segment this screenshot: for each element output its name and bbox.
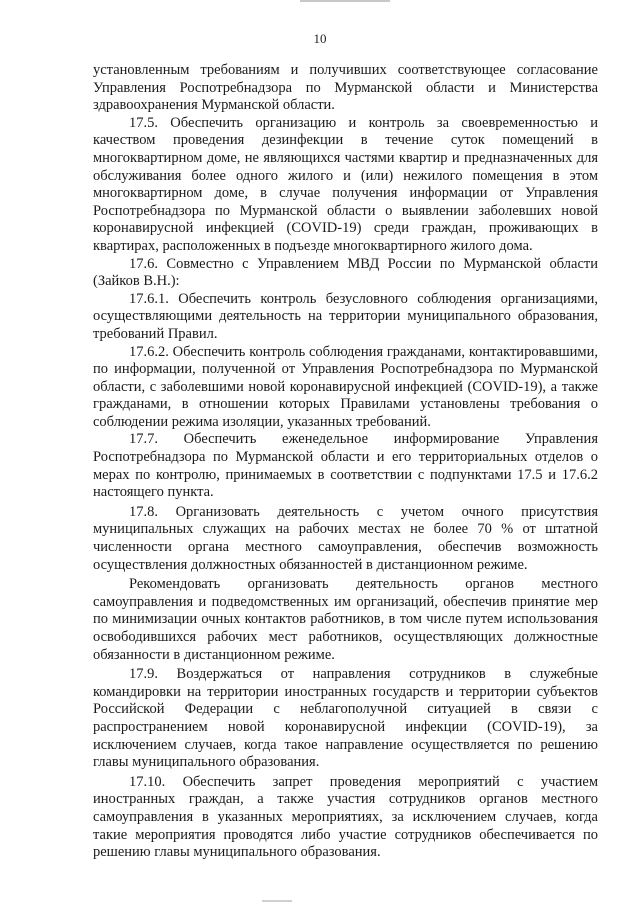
paragraph-17-7: 17.7. Обеспечить еженедельное информирование Управления Роспотребнадзора по Мурманской области и его территориальных отделов о мерах по контролю, принимаемых в соответствии с подпунктами 17.5 и 17.6.2 настоящего пункта. bbox=[93, 431, 598, 501]
paragraph-17-10: 17.10. Обеспечить запрет проведения мероприятий с участием иностранных граждан, а также участия сотрудников органов местного самоуправления в указанных мероприятиях, за исключением случаев, когда такие мероприятия проводятся либо участие сотрудников обеспечивается по решению главы муниципального образования. bbox=[93, 773, 598, 861]
paragraph-17-6-2: 17.6.2. Обеспечить контроль соблюдения гражданами, контактировавшими, по информации, полученной от Управления Роспотребнадзора по Мурманской области, с заболевшими новой коронавирусной инфекцией (COVID-19), а также гражданами, в отношении которых Правилами установлены требования о соблюдении режима изоляции, указанных требований. bbox=[93, 343, 598, 430]
paragraph-17-6: 17.6. Совместно с Управлением МВД России по Мурманской области (Зайков В.Н.): bbox=[93, 255, 598, 290]
paragraph-17-6-1: 17.6.1. Обеспечить контроль безусловного соблюдения организациями, осуществляющими деятельность на территории муниципального образования, требований Правил. bbox=[93, 290, 598, 342]
paragraph-17-8: 17.8. Организовать деятельность с учетом очного присутствия муниципальных служащих на рабочих местах не более 70 % от штатной численности органа местного самоуправления, обеспечив возможность осуществления должностных обязанностей в дистанционном режиме. bbox=[93, 503, 598, 573]
paragraph-17-9: 17.9. Воздержаться от направления сотрудников в служебные командировки на территории иностранных государств и территории субъектов Российской Федерации с неблагополучной ситуацией в связи с распространением новой коронавирусной инфекции (COVID-19), за исключением случаев, когда такое направление осуществляется по решению главы муниципального образования. bbox=[93, 666, 598, 771]
paragraph-continuation: установленным требованиям и получивших соответствующее согласование Управления Роспотребнадзора по Мурманской области и Министерства здравоохранения Мурманской области. bbox=[93, 62, 598, 114]
scan-artifact-bottom bbox=[262, 900, 292, 902]
paragraph-17-5: 17.5. Обеспечить организацию и контроль за своевременностью и качеством проведения дезинфекции в течение суток помещений в многоквартирном доме, не являющихся частями квартир и предназначенных для обслуживания более одного жилого и (или) нежилого помещения в этом многоквартирном доме, в случае получения информации от Управления Роспотребнадзора по Мурманской области о выявлении заболевших новой коронавирусной инфекцией (COVID-19) среди граждан, проживающих в квартирах, расположенных в подъезде многоквартирного жилого дома. bbox=[93, 114, 598, 254]
page-number: 10 bbox=[313, 31, 327, 46]
document-body bbox=[93, 62, 598, 862]
paragraph-recommendation: Рекомендовать организовать деятельность органов местного самоуправления и подведомственных им организаций, обеспечив принятие мер по минимизации очных контактов работников, в том числе путем использования освободившихся рабочих мест работников, осуществляющих должностные обязанности в дистанционном режиме. bbox=[93, 576, 598, 663]
scan-artifact-top bbox=[300, 0, 390, 2]
